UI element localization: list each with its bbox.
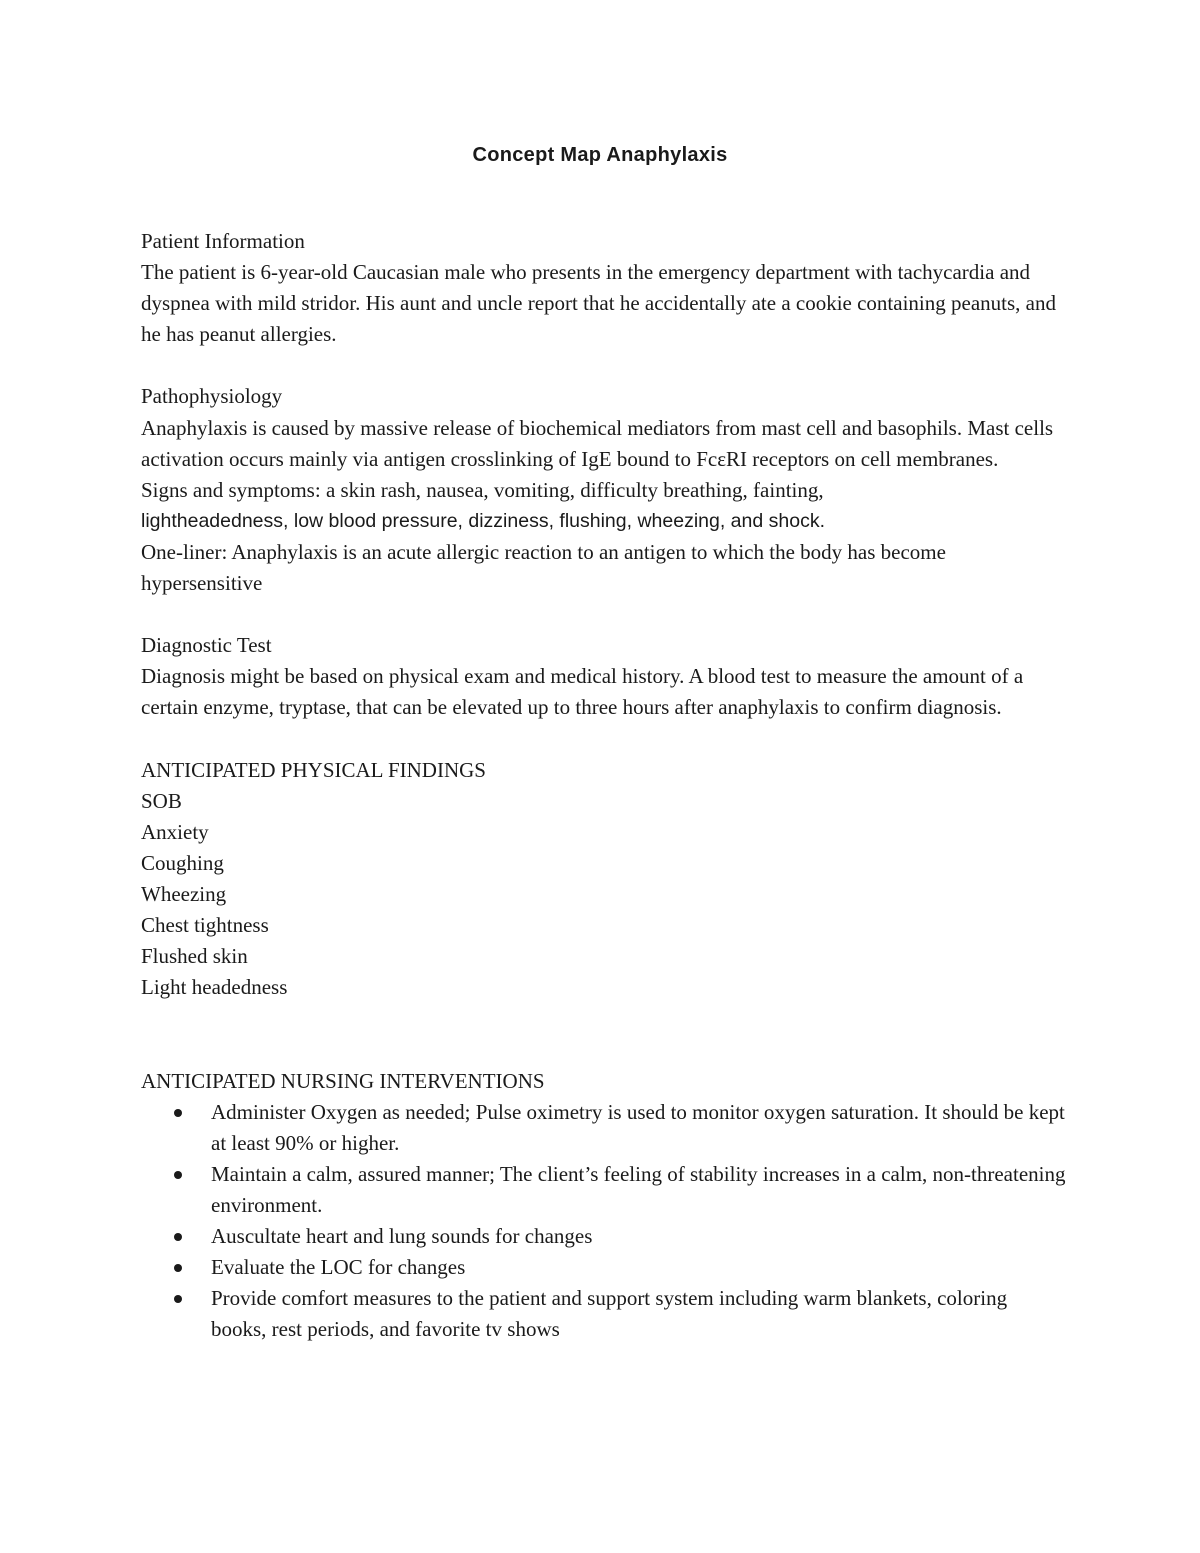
intervention-text: Auscultate heart and lung sounds for changes — [211, 1224, 593, 1248]
list-item — [141, 1221, 1066, 1252]
spacer — [141, 350, 1066, 381]
pathophysiology-heading: Pathophysiology — [141, 384, 283, 409]
patient-information-section — [141, 226, 1066, 350]
signs-symptoms-line-1: Signs and symptoms: a skin rash, nausea, vomiting, difficulty breathing, fainting, — [141, 477, 824, 502]
physical-finding-item: Chest tightness — [141, 913, 269, 938]
diagnostic-test-section — [141, 630, 1066, 723]
signs-symptoms-line-2: lightheadedness, low blood pressure, dizziness, flushing, wheezing, and shock. — [141, 509, 825, 532]
bullet-icon — [174, 1264, 182, 1272]
document-body — [141, 226, 1066, 1345]
physical-finding-item: SOB — [141, 788, 182, 813]
physical-finding-item: Flushed skin — [141, 944, 248, 969]
spacer — [141, 724, 1066, 755]
physical-findings-section — [141, 755, 1066, 1004]
physical-finding-item: Wheezing — [141, 881, 227, 906]
bullet-icon — [174, 1171, 182, 1179]
patient-information-heading: Patient Information — [141, 229, 305, 253]
physical-finding-item: Light headedness — [141, 975, 288, 1000]
list-item — [141, 1283, 1066, 1345]
nursing-interventions-heading: ANTICIPATED NURSING INTERVENTIONS — [141, 1068, 545, 1093]
diagnostic-test-text: Diagnosis might be based on physical exam and medical history. A blood test to measure the amount of a certain enzyme, tryptase, that can be elevated up to three hours after anaphylaxis to confirm diagnosis. — [141, 664, 1024, 720]
pathophysiology-section — [141, 381, 1066, 599]
intervention-text: Administer Oxygen as needed; Pulse oximetry is used to monitor oxygen saturation. It should be kept at least 90% or higher. — [211, 1099, 1065, 1155]
list-item — [141, 1252, 1066, 1283]
one-liner-text: One-liner: Anaphylaxis is an acute allergic reaction to an antigen to which the body has become hypersensitive — [141, 539, 946, 596]
document-title: Concept Map Anaphylaxis — [472, 144, 728, 166]
bullet-icon — [174, 1109, 182, 1117]
list-item — [141, 1097, 1066, 1159]
physical-finding-item: Coughing — [141, 850, 224, 875]
bullet-icon — [174, 1295, 182, 1303]
nursing-interventions-section — [141, 1066, 1066, 1346]
intervention-text: Maintain a calm, assured manner; The client’s feeling of stability increases in a calm, non-threatening environment. — [211, 1161, 1066, 1217]
diagnostic-test-heading: Diagnostic Test — [141, 633, 272, 658]
list-item — [141, 1159, 1066, 1221]
physical-finding-item: Anxiety — [141, 819, 209, 844]
intervention-text: Evaluate the LOC for changes — [211, 1255, 466, 1280]
spacer — [141, 1003, 1066, 1065]
intervention-text: Provide comfort measures to the patient and support system including warm blankets, coloring books, rest periods, and favorite tv shows — [211, 1286, 1008, 1342]
nursing-interventions-list — [141, 1097, 1066, 1346]
pathophysiology-text: Anaphylaxis is caused by massive release of biochemical mediators from mast cell and basophils. Mast cells activation occurs mainly via antigen crosslinking of IgE bound to FcεRI receptors on cell membranes. — [141, 415, 1054, 471]
physical-findings-heading: ANTICIPATED PHYSICAL FINDINGS — [141, 757, 486, 782]
patient-information-text: The patient is 6-year-old Caucasian male who presents in the emergency department with tachycardia and dyspnea with mild stridor. His aunt and uncle report that he accidentally ate a cookie containing peanuts, and he has peanut allergies. — [141, 260, 1056, 347]
bullet-icon — [174, 1233, 182, 1241]
spacer — [141, 599, 1066, 630]
